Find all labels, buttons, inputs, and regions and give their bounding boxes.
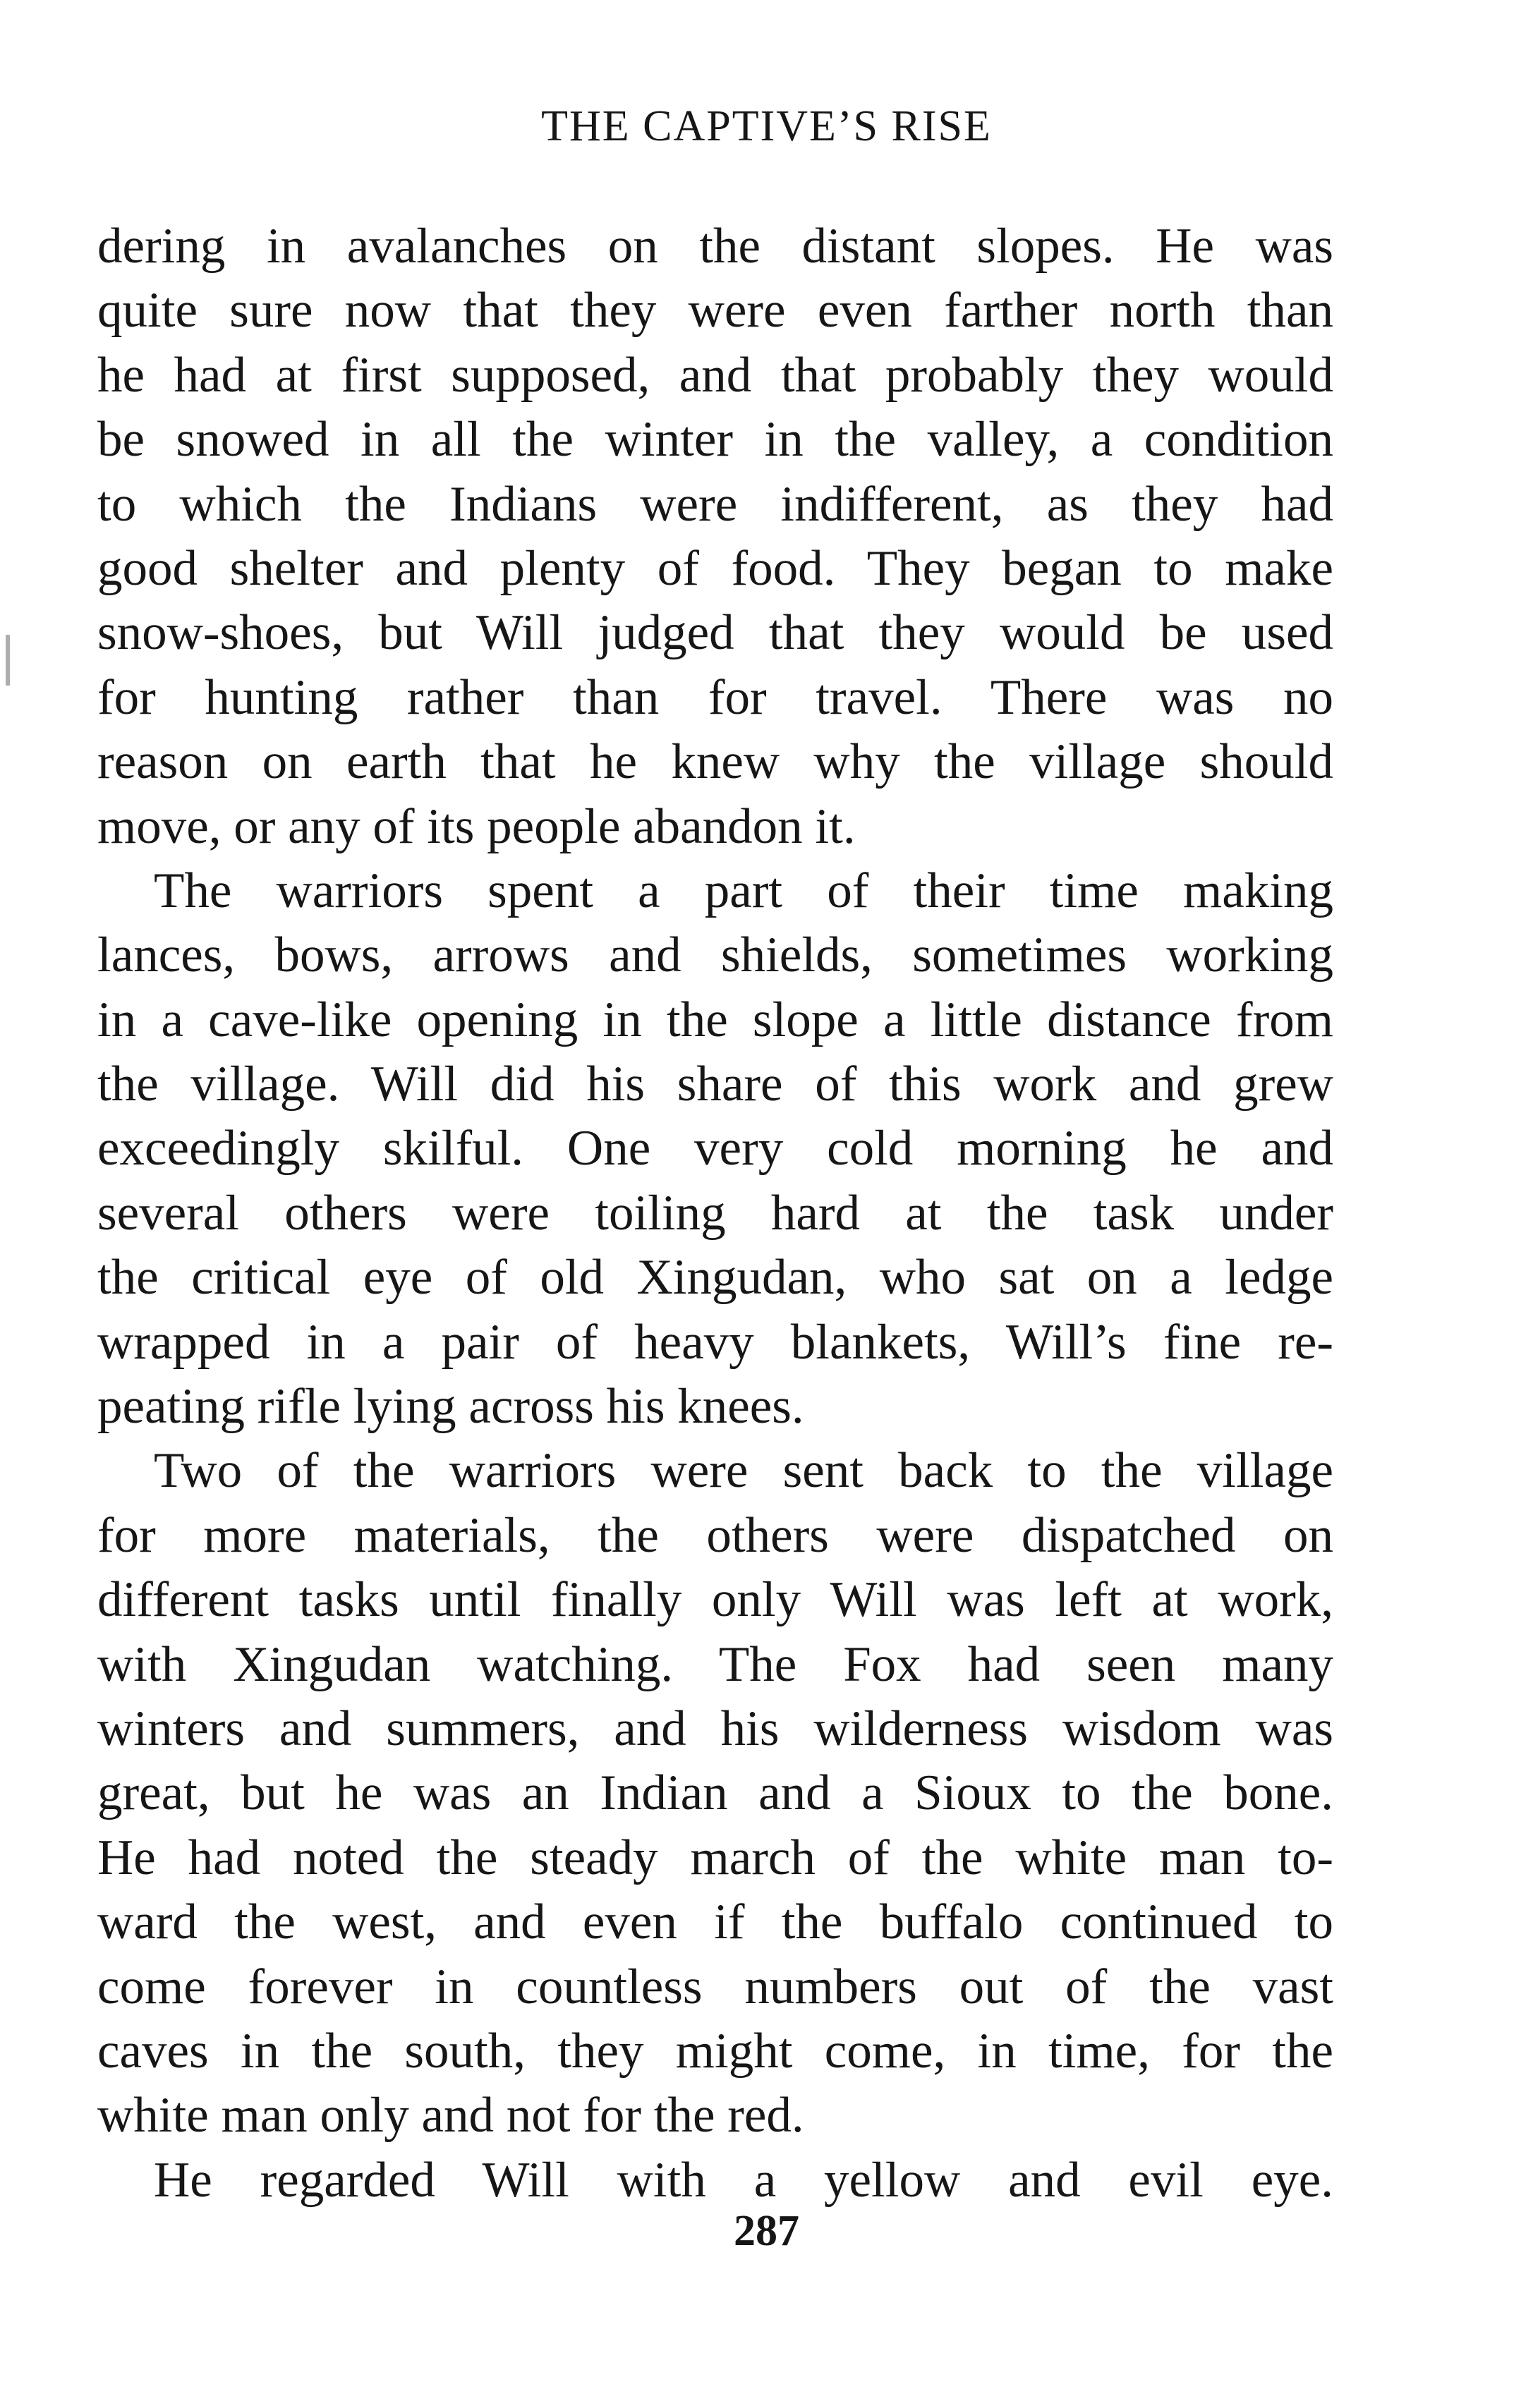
text-line: with Xingudan watching. The Fox had seen many (97, 1636, 1333, 1692)
text-line: ward the west, and even if the buffalo continued to (97, 1895, 1333, 1950)
text-line: white man only and not for the red. (97, 2088, 804, 2144)
text-line: dering in avalanches on the distant slopes. He was (97, 219, 1333, 274)
text-line: snow-shoes, but Will judged that they would be used (97, 605, 1333, 661)
text-line: come forever in countless numbers out of the vast (97, 1959, 1333, 2014)
text-line: several others were toiling hard at the task under (97, 1185, 1333, 1241)
text-line: the village. Will did his share of this work and grew (97, 1057, 1333, 1112)
text-line: exceedingly skilful. One very cold morning he and (97, 1121, 1333, 1176)
text-line: in a cave-like opening in the slope a little distance from (97, 992, 1333, 1047)
text-line: reason on earth that he knew why the village should (97, 734, 1333, 790)
text-line: be snowed in all the winter in the valley, a condition (97, 412, 1333, 468)
text-line: to which the Indians were indifferent, as they had (97, 476, 1333, 532)
text-line: good shelter and plenty of food. They began to make (97, 540, 1333, 596)
text-line: for more materials, the others were dispatched on (97, 1507, 1333, 1563)
text-line: for hunting rather than for travel. There was no (97, 669, 1333, 725)
text-line: peating rifle lying across his knees. (97, 1379, 804, 1435)
text-line: he had at first supposed, and that probably they would (97, 347, 1333, 403)
body-text (97, 214, 1333, 2213)
text-line: great, but he was an Indian and a Sioux to the bone. (97, 1765, 1333, 1821)
text-line: He regarded Will with a yellow and evil eye. (154, 2152, 1333, 2208)
running-head: THE CAPTIVE’S RISE (541, 102, 992, 150)
margin-mark (6, 635, 10, 686)
text-line: He had noted the steady march of the white man to- (97, 1830, 1333, 1885)
text-line: the critical eye of old Xingudan, who sat on a ledge (97, 1250, 1333, 1306)
text-line: quite sure now that they were even farther north than (97, 283, 1333, 339)
text-line: lances, bows, arrows and shields, sometimes working (97, 928, 1333, 983)
text-line: caves in the south, they might come, in time, for the (97, 2023, 1333, 2079)
text-line: Two of the warriors were sent back to the village (154, 1443, 1333, 1499)
text-line: winters and summers, and his wilderness wisdom was (97, 1701, 1333, 1756)
text-line: move, or any of its people abandon it. (97, 798, 856, 854)
text-line: wrapped in a pair of heavy blankets, Will’s fine re- (97, 1314, 1333, 1370)
page-number: 287 (734, 2207, 799, 2255)
text-line: different tasks until finally only Will was left at work, (97, 1572, 1333, 1628)
text-line: The warriors spent a part of their time making (154, 863, 1333, 918)
